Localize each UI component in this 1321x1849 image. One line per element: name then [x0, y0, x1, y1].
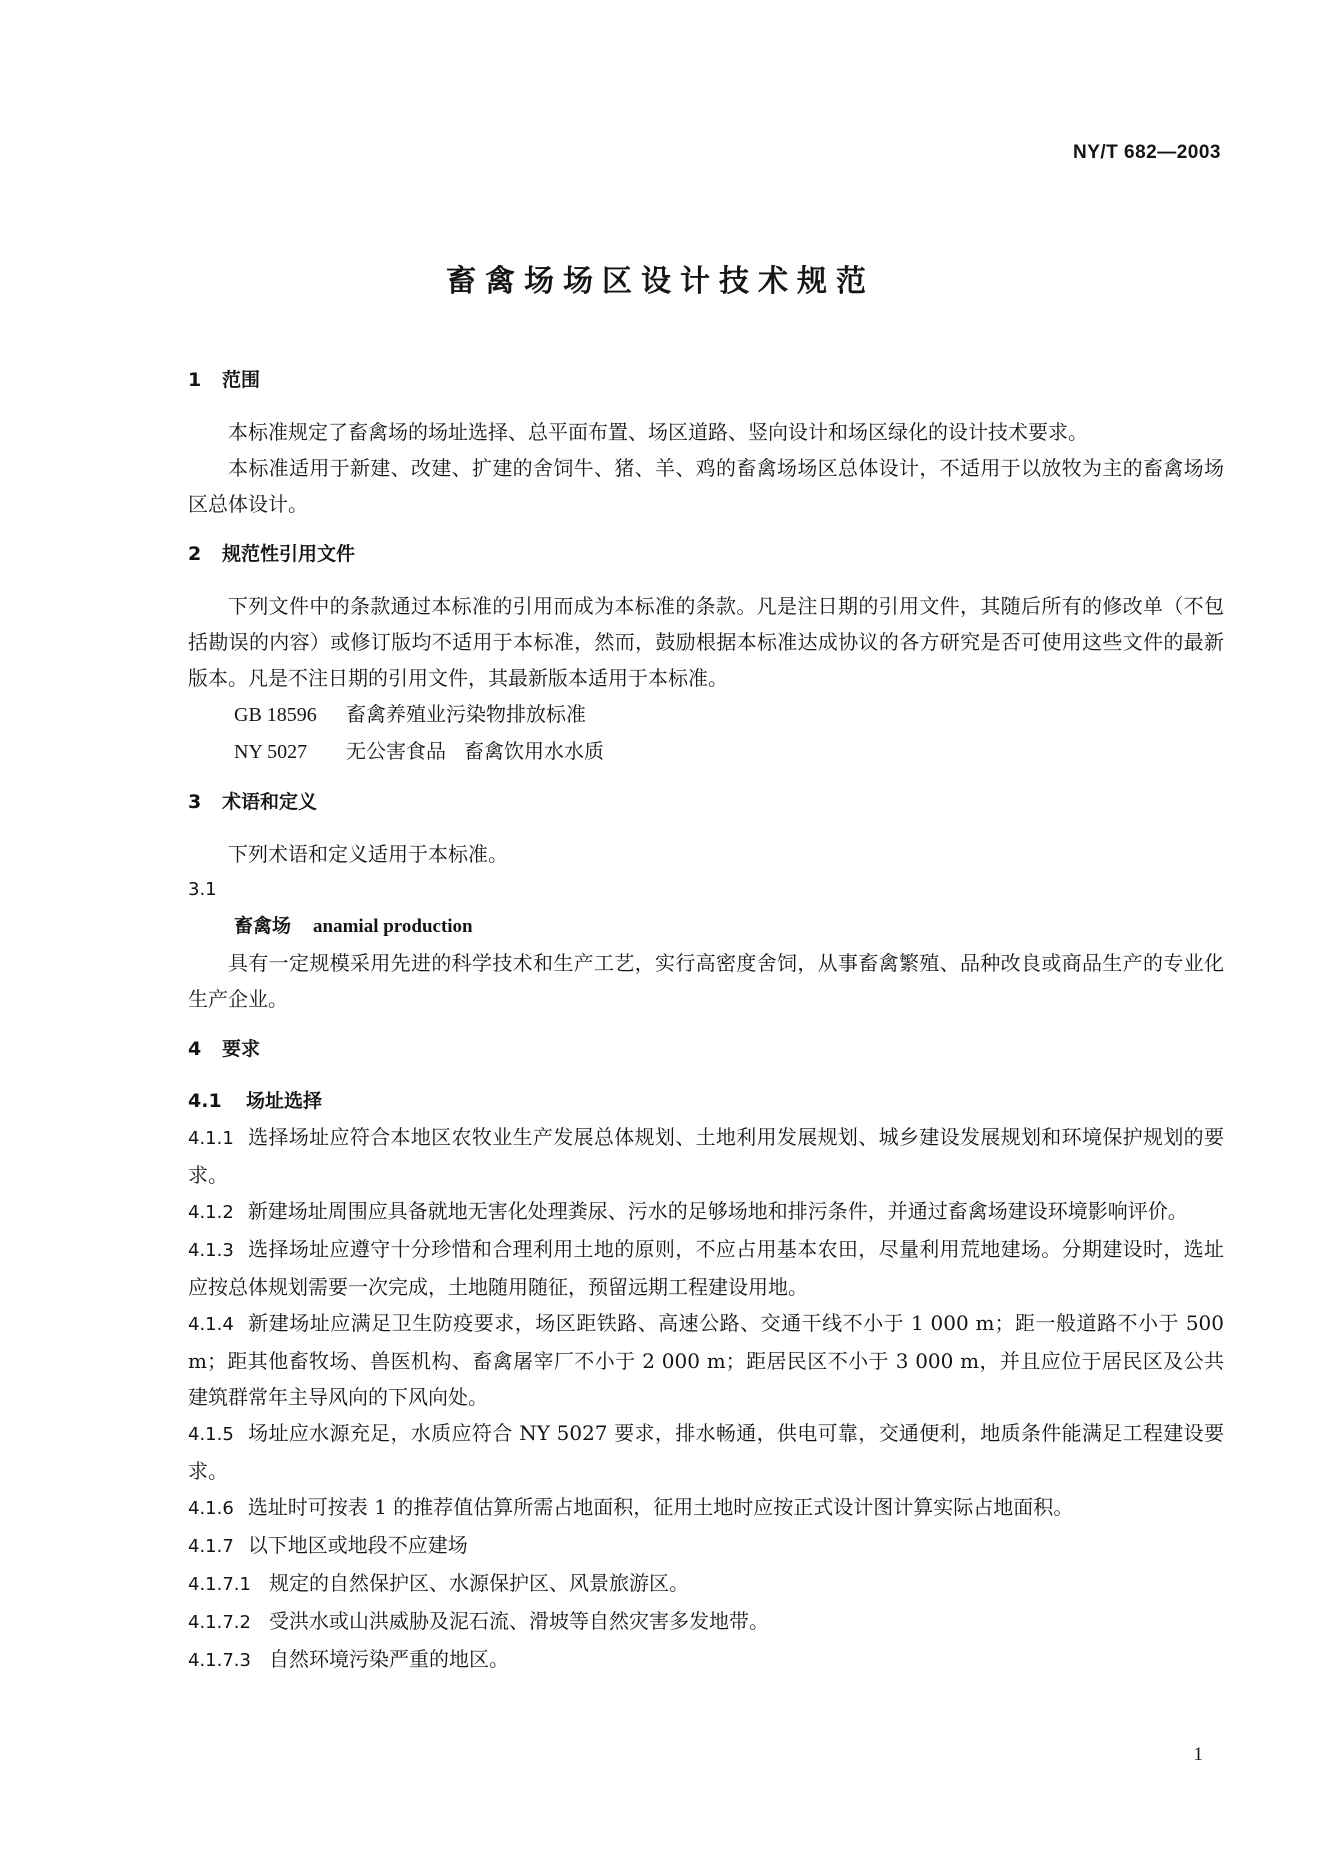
subsection-number: 4.1 — [188, 1090, 222, 1112]
clause-number: 3.1 — [188, 879, 217, 900]
section-heading-requirements — [188, 1031, 1224, 1067]
clause — [188, 1193, 1224, 1231]
reference-entry — [188, 696, 1224, 733]
clause-text: 选择场址应符合本地区农牧业生产发展总体规划、土地利用发展规划、城乡建设发展规划和环境保护规划的要求。 — [188, 1125, 1224, 1187]
section-title: 范围 — [222, 369, 261, 391]
clause-number: 4.1.7.1 — [188, 1574, 251, 1595]
term-english: anamial production — [313, 916, 473, 937]
clause-number: 4.1.7.2 — [188, 1612, 251, 1633]
section-heading-scope — [188, 362, 1224, 398]
clause-number: 4.1.6 — [188, 1498, 234, 1519]
section-number: 2 — [188, 543, 202, 565]
clause — [188, 1119, 1224, 1193]
term-definition: 具有一定规模采用先进的科学技术和生产工艺，实行高密度舍饲，从事畜禽繁殖、品种改良或商品生产的专业化生产企业。 — [188, 951, 1224, 1011]
document-title: 畜禽场场区设计技术规范 — [446, 264, 875, 299]
section-heading-terms — [188, 784, 1224, 820]
section-number: 3 — [188, 791, 202, 813]
reference-entry — [188, 733, 1224, 770]
clause — [188, 1603, 1224, 1641]
clause-text: 受洪水或山洪威胁及泥石流、滑坡等自然灾害多发地带。 — [268, 1609, 769, 1633]
reference-title: 畜禽养殖业污染物排放标准 — [346, 702, 586, 726]
section-heading-normative-references — [188, 536, 1224, 572]
clause-text: 新建场址应满足卫生防疫要求，场区距铁路、高速公路、交通干线不小于 1 000 m；距一般道路不小于 500 m；距其他畜牧场、兽医机构、畜禽屠宰厂不小于 2 000 m；距居民区不小于 3 000 m，并且应位于居民区及公共建筑群常年主导风向的下风向处。 — [188, 1311, 1224, 1409]
subsection-heading-site-selection — [188, 1083, 1224, 1119]
clause-text: 以下地区或地段不应建场 — [247, 1533, 468, 1557]
clause-text: 新建场址周围应具备就地无害化处理粪尿、污水的足够场地和排污条件，并通过畜禽场建设环境影响评价。 — [247, 1199, 1188, 1223]
paragraph: 下列文件中的条款通过本标准的引用而成为本标准的条款。凡是注日期的引用文件，其随后所有的修改单（不包括勘误的内容）或修订版均不适用于本标准，然而，鼓励根据本标准达成协议的各方研究是否可使用这些文件的最新版本。凡是不注日期的引用文件，其最新版本适用于本标准。 — [188, 594, 1224, 690]
clause — [188, 1565, 1224, 1603]
clause-text: 自然环境污染严重的地区。 — [268, 1647, 509, 1671]
paragraph: 本标准规定了畜禽场的场址选择、总平面布置、场区道路、竖向设计和场区绿化的设计技术要求。 — [228, 420, 1088, 444]
standard-code: NY/T 682—2003 — [1072, 142, 1221, 163]
clause-text: 规定的自然保护区、水源保护区、风景旅游区。 — [268, 1571, 689, 1595]
clause-number: 4.1.7.3 — [188, 1650, 251, 1671]
clause — [188, 1231, 1224, 1305]
section-title: 术语和定义 — [222, 791, 318, 813]
reference-code: GB 18596 — [234, 704, 317, 726]
reference-title-part: 畜禽饮用水水质 — [464, 739, 604, 763]
clause-text: 场址应水源充足，水质应符合 NY 5027 要求，排水畅通，供电可靠，交通便利，地质条件能满足工程建设要求。 — [188, 1421, 1224, 1483]
reference-code: NY 5027 — [234, 741, 308, 763]
paragraph: 本标准适用于新建、改建、扩建的舍饲牛、猪、羊、鸡的畜禽场场区总体设计，不适用于以放牧为主的畜禽场场区总体设计。 — [188, 456, 1224, 516]
subsection-title: 场址选择 — [246, 1090, 323, 1112]
section-title: 规范性引用文件 — [222, 543, 356, 565]
clause — [188, 1489, 1224, 1527]
paragraph: 下列术语和定义适用于本标准。 — [228, 842, 508, 866]
clause-text: 选址时可按表 1 的推荐值估算所需占地面积，征用土地时应按正式设计图计算实际占地面积。 — [247, 1495, 1074, 1519]
term-chinese: 畜禽场 — [234, 915, 292, 937]
clause — [188, 1415, 1224, 1489]
clause-number: 4.1.1 — [188, 1128, 234, 1149]
clause — [188, 1527, 1224, 1565]
section-title: 要求 — [222, 1038, 261, 1060]
clause-number: 4.1.7 — [188, 1536, 234, 1557]
document-body — [188, 362, 1224, 1679]
clause-text: 选择场址应遵守十分珍惜和合理利用土地的原则，不应占用基本农田，尽量利用荒地建场。分期建设时，选址应按总体规划需要一次完成，土地随用随征，预留远期工程建设用地。 — [188, 1237, 1224, 1299]
section-number: 4 — [188, 1038, 202, 1060]
clause-number: 4.1.3 — [188, 1240, 234, 1261]
reference-title: 无公害食品 — [346, 739, 446, 763]
clause-number: 4.1.2 — [188, 1202, 234, 1223]
clause-number: 4.1.5 — [188, 1424, 234, 1445]
page-number: 1 — [1193, 1744, 1203, 1765]
section-number: 1 — [188, 369, 202, 391]
clause — [188, 1641, 1224, 1679]
clause — [188, 1305, 1224, 1415]
clause-number: 4.1.4 — [188, 1314, 234, 1335]
term-entry — [188, 908, 1224, 945]
